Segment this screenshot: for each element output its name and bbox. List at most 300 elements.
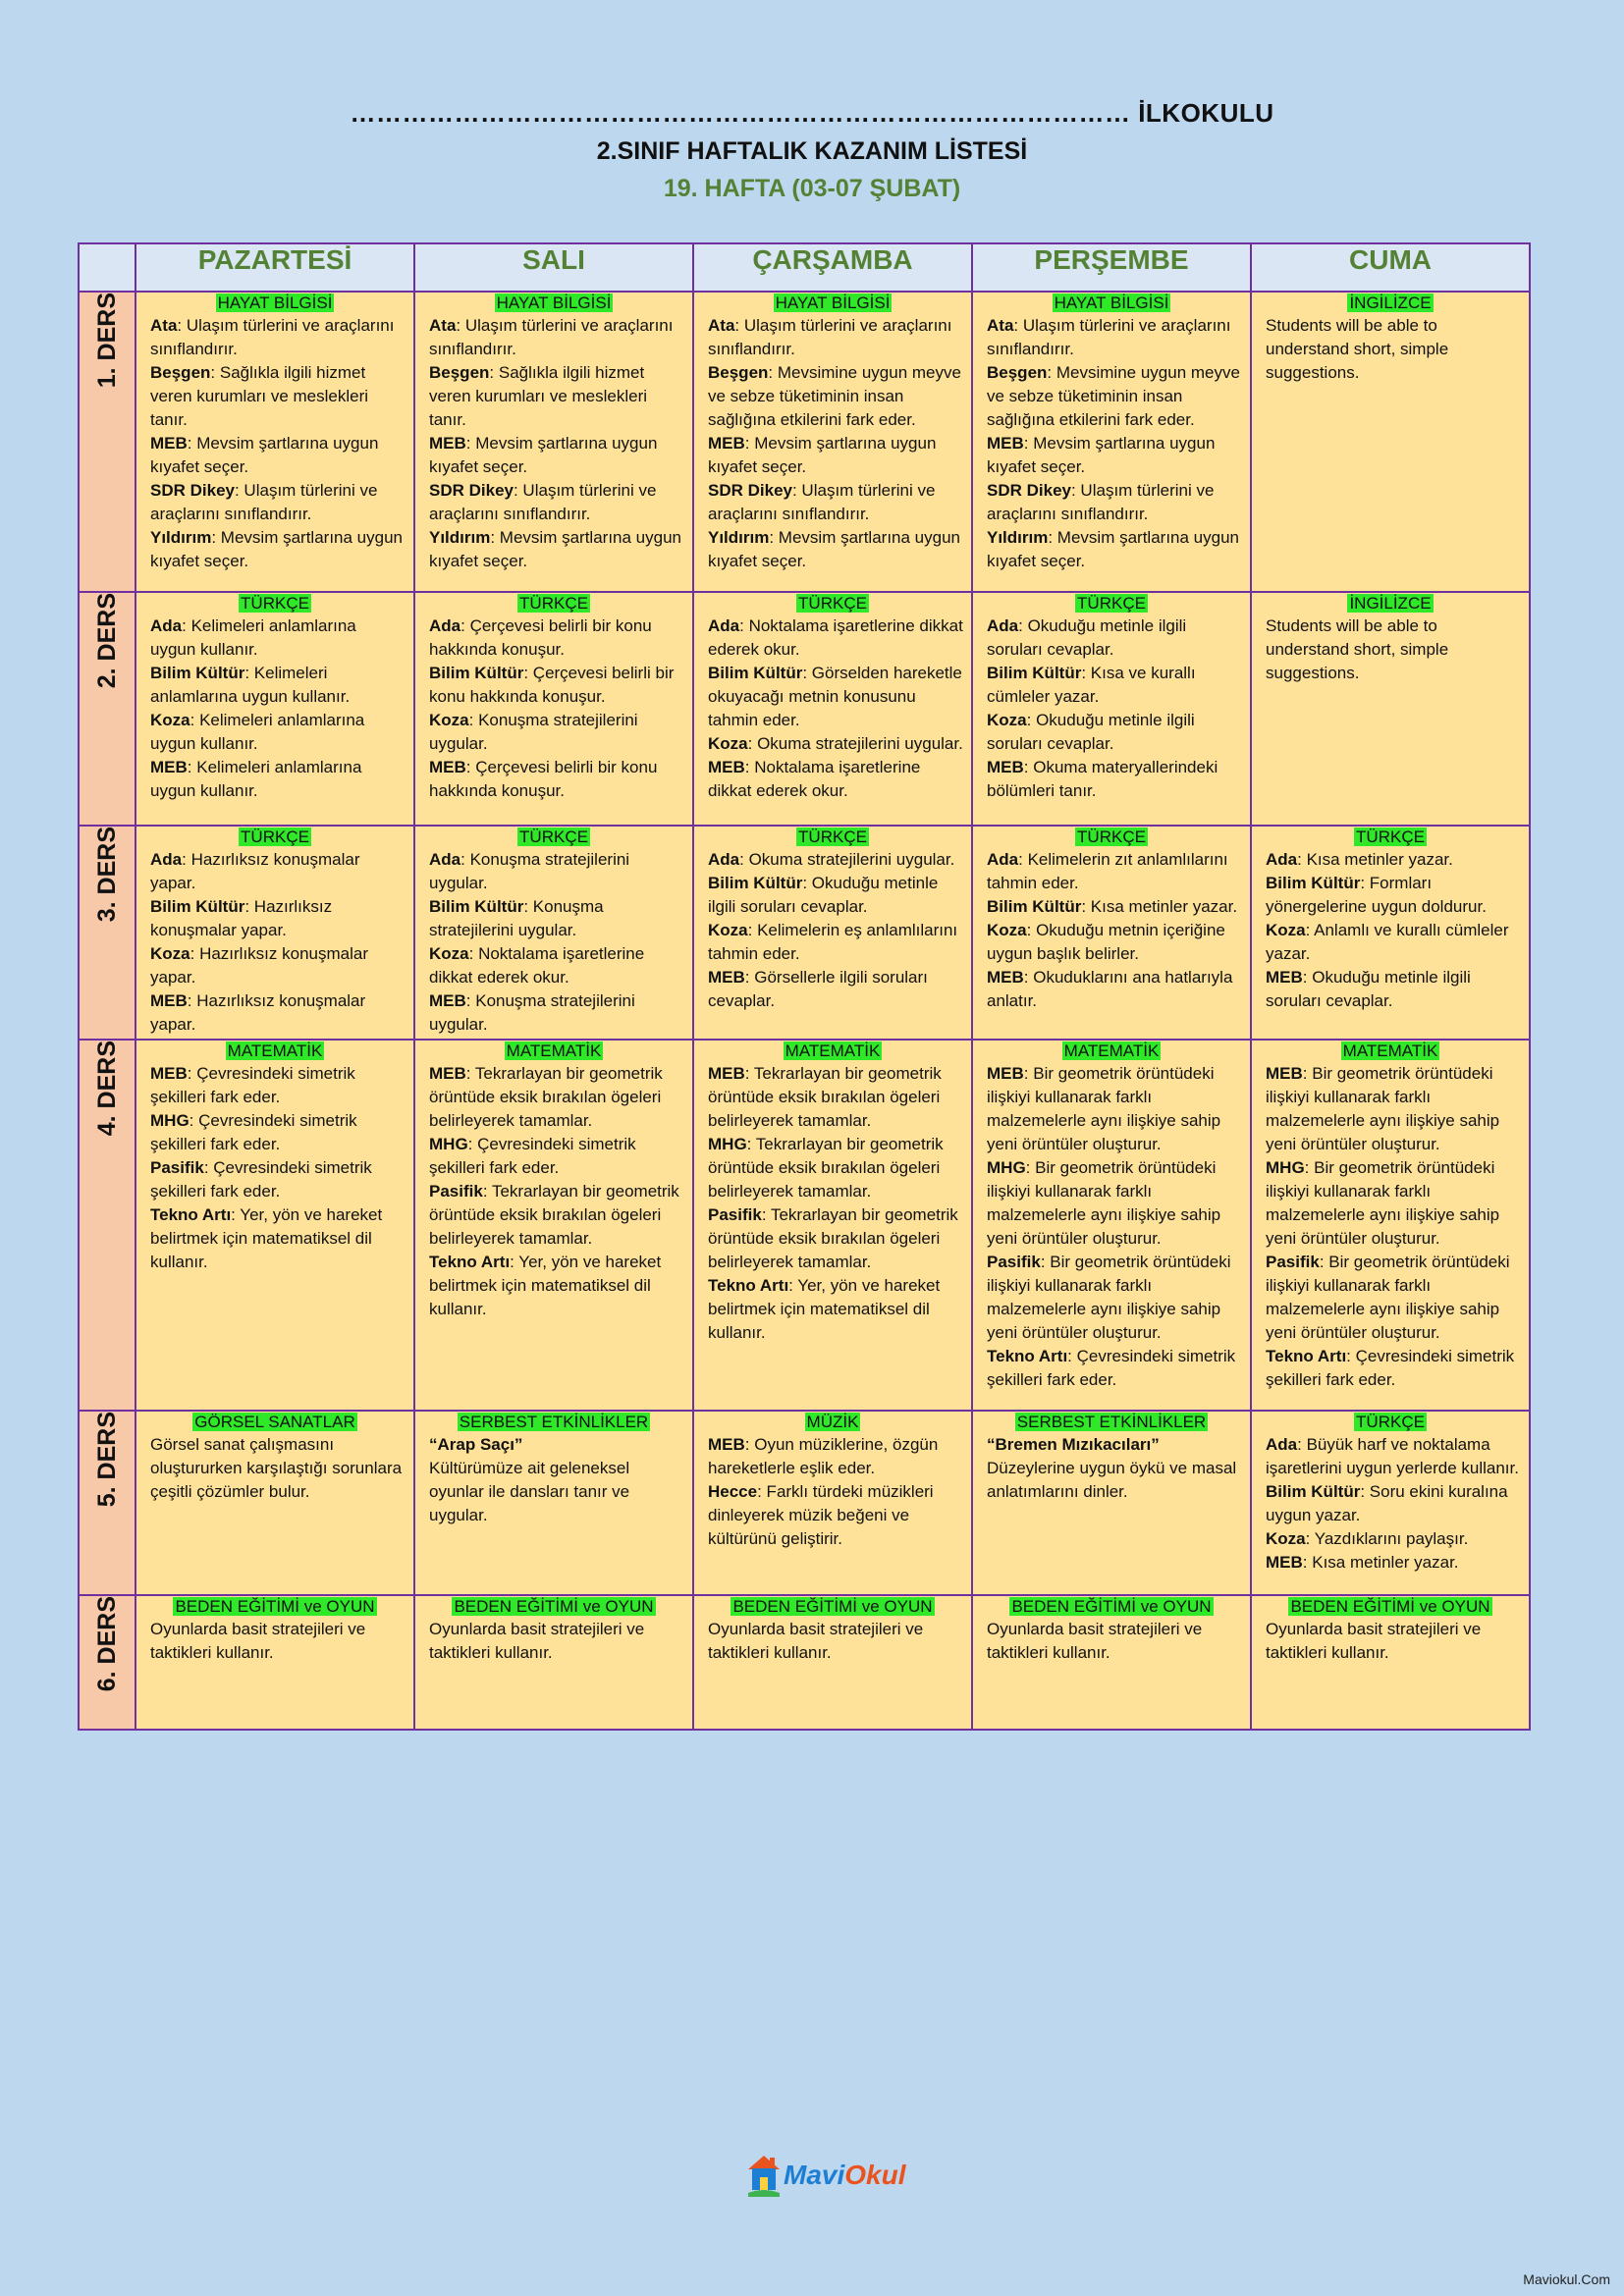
objective-line [987,966,1242,1013]
objective-text: : Bir geometrik örüntüdeki ilişkiyi kullanarak farklı malzemelerle aynı ilişkiye sahip yeni örüntüler oluşturur. [987,1158,1225,1248]
subject-heading [136,294,413,314]
objective-text: : Mevsimine uygun meyve ve sebze tüketiminin insan sağlığına etkilerini fark eder. [708,363,966,429]
source-name: Tekno Artı [1266,1347,1347,1365]
subject-heading [415,1413,692,1433]
objective-text: : Ulaşım türlerini ve araçlarını sınıflandırır. [429,481,662,523]
subject-label: BEDEN EĞİTİMİ ve OYUN [1011,1597,1212,1616]
subject-label: HAYAT BİLGİSİ [1054,294,1169,312]
objective-line [708,526,963,573]
subject-label: MATEMATİK [785,1041,881,1060]
objectives-text [136,314,413,575]
objective-text: : Kısa metinler yazar. [1297,850,1453,869]
objective-line [429,479,684,526]
objective-text: : Yazdıklarını paylaşır. [1305,1529,1469,1548]
objective-line [1266,1345,1521,1392]
objective-text: : Çevresindeki simetrik şekilleri fark eder. [150,1158,377,1201]
subject-label: SERBEST ETKİNLİKLER [1016,1413,1207,1431]
house-icon [746,2154,782,2199]
objectives-text [415,1433,692,1529]
objective-line [1266,1433,1521,1480]
source-name: “Arap Saçı” [429,1435,523,1454]
subject-heading [973,1041,1250,1062]
objective-line [150,709,406,756]
source-name: Pasifik [987,1253,1041,1271]
source-name: Beşgen [987,363,1048,382]
subject-label: BEDEN EĞİTİMİ ve OYUN [732,1597,933,1616]
subject-heading [1252,294,1529,314]
source-name: Bilim Kültür [150,664,245,682]
schedule-cell [693,1595,972,1730]
source-name: MEB [429,434,466,453]
subject-heading [973,594,1250,614]
schedule-cell [1251,592,1530,826]
objective-text: : Hazırlıksız konuşmalar yapar. [150,944,373,987]
source-name: SDR Dikey [987,481,1071,500]
schedule-cell [1251,1040,1530,1411]
objective-line [987,1457,1242,1504]
objective-line [150,942,406,989]
corner-cell [79,243,135,292]
source-name: MEB [1266,1553,1303,1572]
subject-label: MATEMATİK [1342,1041,1438,1060]
objective-text: : Çevresindeki simetrik şekilleri fark eder. [150,1064,360,1106]
subject-heading [136,828,413,848]
objective-text: : Konuşma stratejilerini uygular. [429,711,643,753]
subject-label: TÜRKÇE [1077,594,1146,613]
source-name: Bilim Kültür [1266,874,1361,892]
source-name: Pasifik [708,1205,762,1224]
objective-line [987,526,1242,573]
source-name: Hecce [708,1482,758,1501]
objective-text: : Noktalama işaretlerine dikkat ederek okur. [708,616,968,659]
source-name: MEB [1266,1064,1303,1083]
objective-text: : Mevsim şartlarına uygun kıyafet seçer. [987,434,1220,476]
objectives-text [415,1062,692,1323]
schedule-cell [135,1040,414,1411]
schedule-cell [693,1411,972,1595]
objective-text: : Mevsim şartlarına uygun kıyafet seçer. [150,434,384,476]
lesson-row [79,1040,1530,1411]
schedule-cell [135,1595,414,1730]
objective-text: : Mevsim şartlarına uygun kıyafet seçer. [708,528,965,570]
source-name: Koza [987,921,1027,939]
source-name: Ada [987,850,1019,869]
source-name: MEB [708,968,745,987]
objective-line [1266,614,1521,685]
subject-heading [136,1041,413,1062]
day-header: SALI [414,243,693,292]
objective-line [1266,1618,1521,1665]
source-name: MEB [987,758,1024,776]
subject-label: MATEMATİK [506,1041,602,1060]
schedule-cell [693,292,972,592]
source-name: Tekno Artı [150,1205,232,1224]
objectives-text [415,848,692,1039]
objective-text: : Kelimelerin eş anlamlılarını tahmin eder. [708,921,962,963]
objective-text: : Görsellerle ilgili soruları cevaplar. [708,968,933,1010]
objective-text: : Bir geometrik örüntüdeki ilişkiyi kullanarak farklı malzemelerle aynı ilişkiye sahip yeni örüntüler oluşturur. [1266,1253,1515,1342]
schedule-cell [414,1595,693,1730]
source-name: SDR Dikey [708,481,792,500]
subject-heading [136,1597,413,1618]
objective-line [708,314,963,361]
source-name: Tekno Artı [429,1253,511,1271]
logo-text-mavi: Mavi [784,2160,845,2190]
source-name: SDR Dikey [429,481,514,500]
objective-line [708,1480,963,1551]
objective-text: : Yer, yön ve hareket belirtmek için matematiksel dil kullanır. [150,1205,387,1271]
subject-label: GÖRSEL SANATLAR [194,1413,355,1431]
subject-heading [973,1597,1250,1618]
objective-text: : Konuşma stratejilerini uygular. [429,991,640,1034]
objective-text: : Anlamlı ve kurallı cümleler yazar. [1266,921,1514,963]
source-name: Ada [708,850,740,869]
objective-line [150,614,406,662]
subject-heading [1252,594,1529,614]
objective-line [1266,1251,1521,1345]
objective-line [150,1618,406,1665]
subject-heading [973,828,1250,848]
subject-label: TÜRKÇE [1356,1413,1425,1431]
objective-text: : Tekrarlayan bir geometrik örüntüde eksik bırakılan ögeleri belirleyerek tamamlar. [429,1182,684,1248]
lesson-row [79,592,1530,826]
subject-heading [973,1413,1250,1433]
schedule-cell [414,1040,693,1411]
objective-line [708,1274,963,1345]
source-name: MHG [987,1158,1026,1177]
objective-text: : Okuduklarını ana hatlarıyla anlatır. [987,968,1238,1010]
subject-label: TÜRKÇE [798,828,867,846]
schedule-cell [414,826,693,1040]
subject-label: HAYAT BİLGİSİ [496,294,612,312]
objective-line [429,989,684,1037]
schedule-cell [693,592,972,826]
document-title: 2.SINIF HAFTALIK KAZANIM LİSTESİ [596,137,1028,165]
objective-line [708,872,963,919]
subject-label: BEDEN EĞİTİMİ ve OYUN [1290,1597,1490,1616]
source-name: Pasifik [1266,1253,1320,1271]
objective-line [987,848,1242,895]
objective-line [987,1062,1242,1156]
schedule-cell [972,1040,1251,1411]
source-name: Yıldırım [987,528,1049,547]
objective-line [150,756,406,803]
schedule-cell [1251,826,1530,1040]
source-name: MEB [150,758,188,776]
lesson-label-cell [79,1411,135,1595]
objectives-text [136,848,413,1039]
schedule-cell [414,592,693,826]
objective-line [150,848,406,895]
objectives-text [415,1618,692,1667]
objective-text: : Formları yönergelerine uygun doldurur. [1266,874,1487,916]
week-subtitle: 19. HAFTA (03-07 ŞUBAT) [663,175,961,202]
subject-label: HAYAT BİLGİSİ [217,294,333,312]
objectives-text [694,1062,971,1347]
source-name: MEB [150,434,188,453]
subject-label: BEDEN EĞİTİMİ ve OYUN [454,1597,654,1616]
objective-text: : Okuma stratejilerini uygular. [747,734,963,753]
source-name: MHG [708,1135,747,1153]
objectives-text [694,848,971,1015]
objective-line [708,1618,963,1665]
source-name: MEB [150,991,188,1010]
objective-text: : Kelimeleri anlamlarına uygun kullanır. [150,711,369,753]
source-name: “Bremen Mızıkacıları” [987,1435,1160,1454]
schedule-cell [1251,1595,1530,1730]
source-name: Bilim Kültür [987,664,1082,682]
objective-line [429,895,684,942]
objectives-text [1252,314,1529,387]
lesson-label: 5. DERS [92,1412,121,1508]
subject-heading [1252,1413,1529,1433]
objectives-text [415,314,692,575]
source-name: Bilim Kültür [150,897,245,916]
source-name: Ada [708,616,740,635]
day-header: PAZARTESİ [135,243,414,292]
schedule-cell [972,1411,1251,1595]
objective-text: : Okuma materyallerindeki bölümleri tanır. [987,758,1222,800]
subject-heading [136,594,413,614]
schedule-cell [693,1040,972,1411]
schedule-cell [972,292,1251,592]
objective-line [429,709,684,756]
objective-line [1266,1156,1521,1251]
lesson-row [79,292,1530,592]
school-name-line: ……………………………………………………………………………… İLKOKULU [350,98,1274,128]
objective-line [708,662,967,732]
source-name: Ada [1266,850,1298,869]
source-name: MHG [1266,1158,1305,1177]
objective-line [708,756,963,803]
lesson-label-cell [79,1040,135,1411]
subject-label: MATEMATİK [227,1041,323,1060]
subject-label: MATEMATİK [1063,1041,1160,1060]
subject-label: TÜRKÇE [798,594,867,613]
source-name: Yıldırım [429,528,491,547]
lesson-label-cell [79,592,135,826]
schedule-cell [135,826,414,1040]
objectives-text [1252,1062,1529,1394]
objective-text: Oyunlarda basit stratejileri ve taktikleri kullanır. [429,1620,649,1662]
objective-line [1266,966,1521,1013]
objective-line [150,989,406,1037]
objectives-text [973,848,1250,1015]
objective-text: : Mevsim şartlarına uygun kıyafet seçer. [150,528,407,570]
objective-line [150,662,406,709]
objectives-text [973,1062,1250,1394]
objective-line [708,1433,963,1480]
objective-line [150,895,406,942]
source-name: MEB [429,758,466,776]
schedule-cell [1251,292,1530,592]
source-name: Koza [150,711,190,729]
lesson-label: 6. DERS [92,1596,121,1692]
source-name: Yıldırım [708,528,770,547]
source-name: Koza [429,944,469,963]
objective-line [429,1433,684,1457]
objectives-text [415,614,692,805]
objective-text: : Yer, yön ve hareket belirtmek için matematiksel dil kullanır. [429,1253,666,1318]
objective-text: : Çevresindeki simetrik şekilleri fark eder. [429,1135,641,1177]
objective-text: : Mevsimine uygun meyve ve sebze tüketiminin insan sağlığına etkilerini fark eder. [987,363,1245,429]
objective-text: Oyunlarda basit stratejileri ve taktikleri kullanır. [1266,1620,1486,1662]
objective-text: : Kısa metinler yazar. [1081,897,1238,916]
objective-text: Görsel sanat çalışmasını oluştururken karşılaştığı sorunlara çeşitli çözümler bulur. [150,1435,406,1501]
lesson-label: 2. DERS [92,593,121,689]
objective-line [429,662,684,709]
objective-line [1266,1480,1521,1527]
objective-line [1266,1551,1521,1575]
subject-heading [694,594,971,614]
objective-line [987,919,1242,966]
source-name: Yıldırım [150,528,212,547]
subject-label: SERBEST ETKİNLİKLER [459,1413,649,1431]
subject-heading [694,294,971,314]
subject-heading [415,594,692,614]
objective-line [429,1457,684,1527]
source-name: Ada [429,850,461,869]
subject-heading [415,1041,692,1062]
objective-line [708,614,968,662]
subject-label: MÜZİK [806,1413,859,1431]
objective-text: : Konuşma stratejilerini uygular. [429,897,609,939]
objectives-text [136,1433,413,1506]
objective-text: : Ulaşım türlerini ve araçlarını sınıflandırır. [429,316,678,358]
objective-line [987,361,1245,432]
objective-line [1266,919,1521,966]
objective-text: : Okuduğu metinle ilgili soruları cevaplar. [987,711,1200,753]
objective-line [429,756,684,803]
objective-line [708,479,963,526]
source-name: Koza [1266,1529,1306,1548]
objective-text: : Sağlıkla ilgili hizmet veren kurumları ve meslekleri tanır. [429,363,652,429]
lesson-row [79,1411,1530,1595]
lesson-label: 3. DERS [92,827,121,923]
schedule-cell [693,826,972,1040]
objective-line [429,1180,684,1251]
objective-line [1266,1062,1521,1156]
day-header: PERŞEMBE [972,243,1251,292]
schedule-cell [414,292,693,592]
objective-text: : Tekrarlayan bir geometrik örüntüde eksik bırakılan ögeleri belirleyerek tamamlar. [708,1135,948,1201]
objectives-text [694,314,971,575]
subject-label: TÜRKÇE [519,594,588,613]
objective-text: : Okuduğu metnin içeriğine uygun başlık belirler. [987,921,1230,963]
maviokul-logo [744,2152,906,2201]
source-name: MEB [708,758,745,776]
objective-text: : Çerçevesi belirli bir konu hakkında konuşur. [429,664,679,706]
objective-text: : Bir geometrik örüntüdeki ilişkiyi kullanarak farklı malzemelerle aynı ilişkiye sahip yeni örüntüler oluşturur. [1266,1158,1504,1248]
subject-heading [973,294,1250,314]
objective-text: : Sağlıkla ilgili hizmet veren kurumları ve meslekleri tanır. [150,363,373,429]
source-name: MHG [429,1135,468,1153]
objective-text: Oyunlarda basit stratejileri ve taktikleri kullanır. [150,1620,370,1662]
objective-text: : Çerçevesi belirli bir konu hakkında konuşur. [429,758,663,800]
objective-text: : Mevsim şartlarına uygun kıyafet seçer. [708,434,942,476]
subject-label: TÜRKÇE [1077,828,1146,846]
subject-label: TÜRKÇE [519,828,588,846]
subject-heading [694,828,971,848]
objective-text: Düzeylerine uygun öykü ve masal anlatımlarını dinler. [987,1459,1241,1501]
lesson-row [79,826,1530,1040]
objective-text: : Kelimeleri anlamlarına uygun kullanır. [150,616,361,659]
objective-text: : Kelimeleri anlamlarına uygun kullanır. [150,758,367,800]
objective-text: : Tekrarlayan bir geometrik örüntüde eksik bırakılan ögeleri belirleyerek tamamlar. [708,1205,963,1271]
objective-text: : Bir geometrik örüntüdeki ilişkiyi kullanarak farklı malzemelerle aynı ilişkiye sahip yeni örüntüler oluşturur. [987,1253,1236,1342]
objective-line [708,966,963,1013]
objective-text: : Yer, yön ve hareket belirtmek için matematiksel dil kullanır. [708,1276,945,1342]
subject-label: TÜRKÇE [241,594,309,613]
objective-line [987,614,1242,662]
subject-heading [415,294,692,314]
subject-label: TÜRKÇE [1356,828,1425,846]
objective-text: : Okuduğu metinle ilgili soruları cevaplar. [987,616,1191,659]
objective-line [708,1133,963,1203]
source-name: Ata [150,316,178,335]
source-name: MEB [429,1064,466,1083]
source-name: Ata [987,316,1014,335]
source-name: Koza [429,711,469,729]
source-name: Ada [150,616,183,635]
objective-text: : Mevsim şartlarına uygun kıyafet seçer. [429,528,686,570]
source-name: MEB [987,968,1024,987]
objective-text: : Hazırlıksız konuşmalar yapar. [150,991,370,1034]
objective-line [708,848,963,872]
schedule-cell [1251,1411,1530,1595]
subject-label: TÜRKÇE [241,828,309,846]
schedule-cell [972,826,1251,1040]
objectives-text [1252,1618,1529,1667]
day-header: CUMA [1251,243,1530,292]
source-name: SDR Dikey [150,481,235,500]
objective-line [429,1251,684,1321]
objective-line [708,1062,963,1133]
objective-line [708,432,963,479]
objectives-text [973,1618,1250,1667]
objective-line [150,1433,406,1504]
source-name: Ada [150,850,183,869]
objective-text: : Konuşma stratejilerini uygular. [429,850,634,892]
objective-line [987,1618,1242,1665]
objective-text: : Tekrarlayan bir geometrik örüntüde eksik bırakılan ögeleri belirleyerek tamamlar. [708,1064,947,1130]
source-name: Koza [708,921,748,939]
lesson-label-cell [79,826,135,1040]
objectives-text [1252,848,1529,1015]
source-name: Bilim Kültür [429,897,524,916]
objective-line [150,361,406,432]
objective-line [150,1156,406,1203]
schedule-cell [135,592,414,826]
objective-text: : Kelimelerin zıt anlamlılarını tahmin eder. [987,850,1233,892]
schedule-table [78,242,1531,1731]
objective-line [429,1062,684,1133]
objective-line [708,732,963,756]
source-name: MHG [150,1111,189,1130]
subject-heading [1252,1041,1529,1062]
source-name: Bilim Kültür [429,664,524,682]
objective-text: : Mevsim şartlarına uygun kıyafet seçer. [429,434,663,476]
objective-line [150,479,406,526]
objective-line [987,895,1242,919]
objective-line [987,709,1242,756]
subject-heading [415,1597,692,1618]
objective-line [429,314,684,361]
objective-text: : Hazırlıksız konuşmalar yapar. [150,897,337,939]
objective-line [987,1251,1242,1345]
source-name: Koza [987,711,1027,729]
objective-text: Students will be able to understand short, simple suggestions. [1266,316,1453,382]
